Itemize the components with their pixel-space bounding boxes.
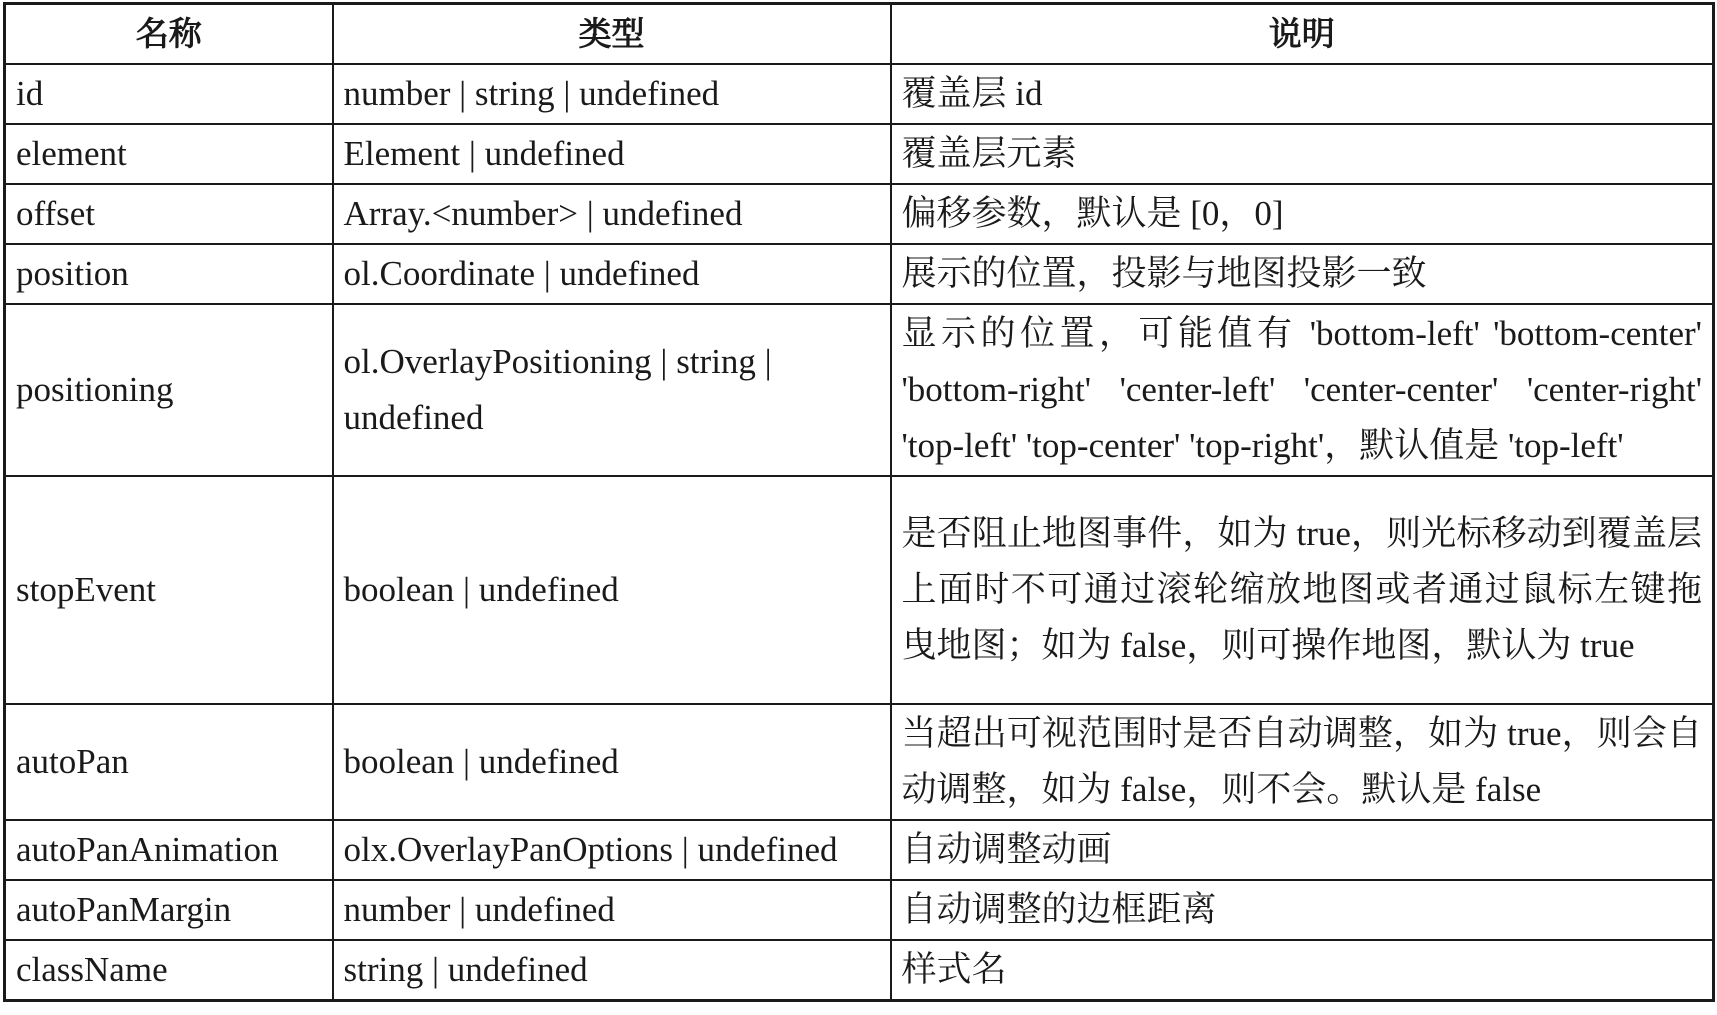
header-row <box>5 4 1714 65</box>
cell-name: position <box>5 244 333 304</box>
table-row <box>5 64 1714 124</box>
table-row <box>5 880 1714 940</box>
table-row <box>5 940 1714 1001</box>
cell-type: ol.OverlayPositioning | string | undefined <box>333 304 891 476</box>
cell-type: olx.OverlayPanOptions | undefined <box>333 820 891 880</box>
header-type: 类型 <box>333 4 891 65</box>
cell-description: 当超出可视范围时是否自动调整，如为 true，则会自动调整，如为 false，则不会。默认是 false <box>891 704 1714 820</box>
cell-type: boolean | undefined <box>333 704 891 820</box>
cell-description: 自动调整的边框距离 <box>891 880 1714 940</box>
overlay-options-table-wrapper <box>3 2 1712 1002</box>
cell-name: className <box>5 940 333 1001</box>
cell-name: autoPan <box>5 704 333 820</box>
overlay-options-table <box>3 2 1715 1002</box>
table-row <box>5 184 1714 244</box>
cell-description: 自动调整动画 <box>891 820 1714 880</box>
cell-name: stopEvent <box>5 476 333 704</box>
cell-type: number | undefined <box>333 880 891 940</box>
cell-name: autoPanAnimation <box>5 820 333 880</box>
table-row <box>5 820 1714 880</box>
cell-description: 样式名 <box>891 940 1714 1001</box>
cell-description: 显示的位置，可能值有 'bottom-left' 'bottom-center' 'bottom-right' 'center-left' 'center-center' 'center-right' 'top-left' 'top-center' 'top-right'，默认值是 'top-left' <box>891 304 1714 476</box>
table-row <box>5 704 1714 820</box>
cell-description: 展示的位置，投影与地图投影一致 <box>891 244 1714 304</box>
cell-name: element <box>5 124 333 184</box>
cell-name: autoPanMargin <box>5 880 333 940</box>
cell-type: string | undefined <box>333 940 891 1001</box>
header-name: 名称 <box>5 4 333 65</box>
cell-description: 覆盖层元素 <box>891 124 1714 184</box>
cell-type: Element | undefined <box>333 124 891 184</box>
cell-description: 偏移参数，默认是 [0，0] <box>891 184 1714 244</box>
cell-name: positioning <box>5 304 333 476</box>
table-row <box>5 124 1714 184</box>
cell-type: boolean | undefined <box>333 476 891 704</box>
cell-type: number | string | undefined <box>333 64 891 124</box>
cell-description: 是否阻止地图事件，如为 true，则光标移动到覆盖层上面时不可通过滚轮缩放地图或者通过鼠标左键拖曳地图；如为 false，则可操作地图，默认为 true <box>891 476 1714 704</box>
cell-name: offset <box>5 184 333 244</box>
cell-type: Array.<number> | undefined <box>333 184 891 244</box>
table-row <box>5 476 1714 704</box>
cell-description: 覆盖层 id <box>891 64 1714 124</box>
cell-type: ol.Coordinate | undefined <box>333 244 891 304</box>
cell-name: id <box>5 64 333 124</box>
header-description: 说明 <box>891 4 1714 65</box>
table-row <box>5 304 1714 476</box>
table-row <box>5 244 1714 304</box>
